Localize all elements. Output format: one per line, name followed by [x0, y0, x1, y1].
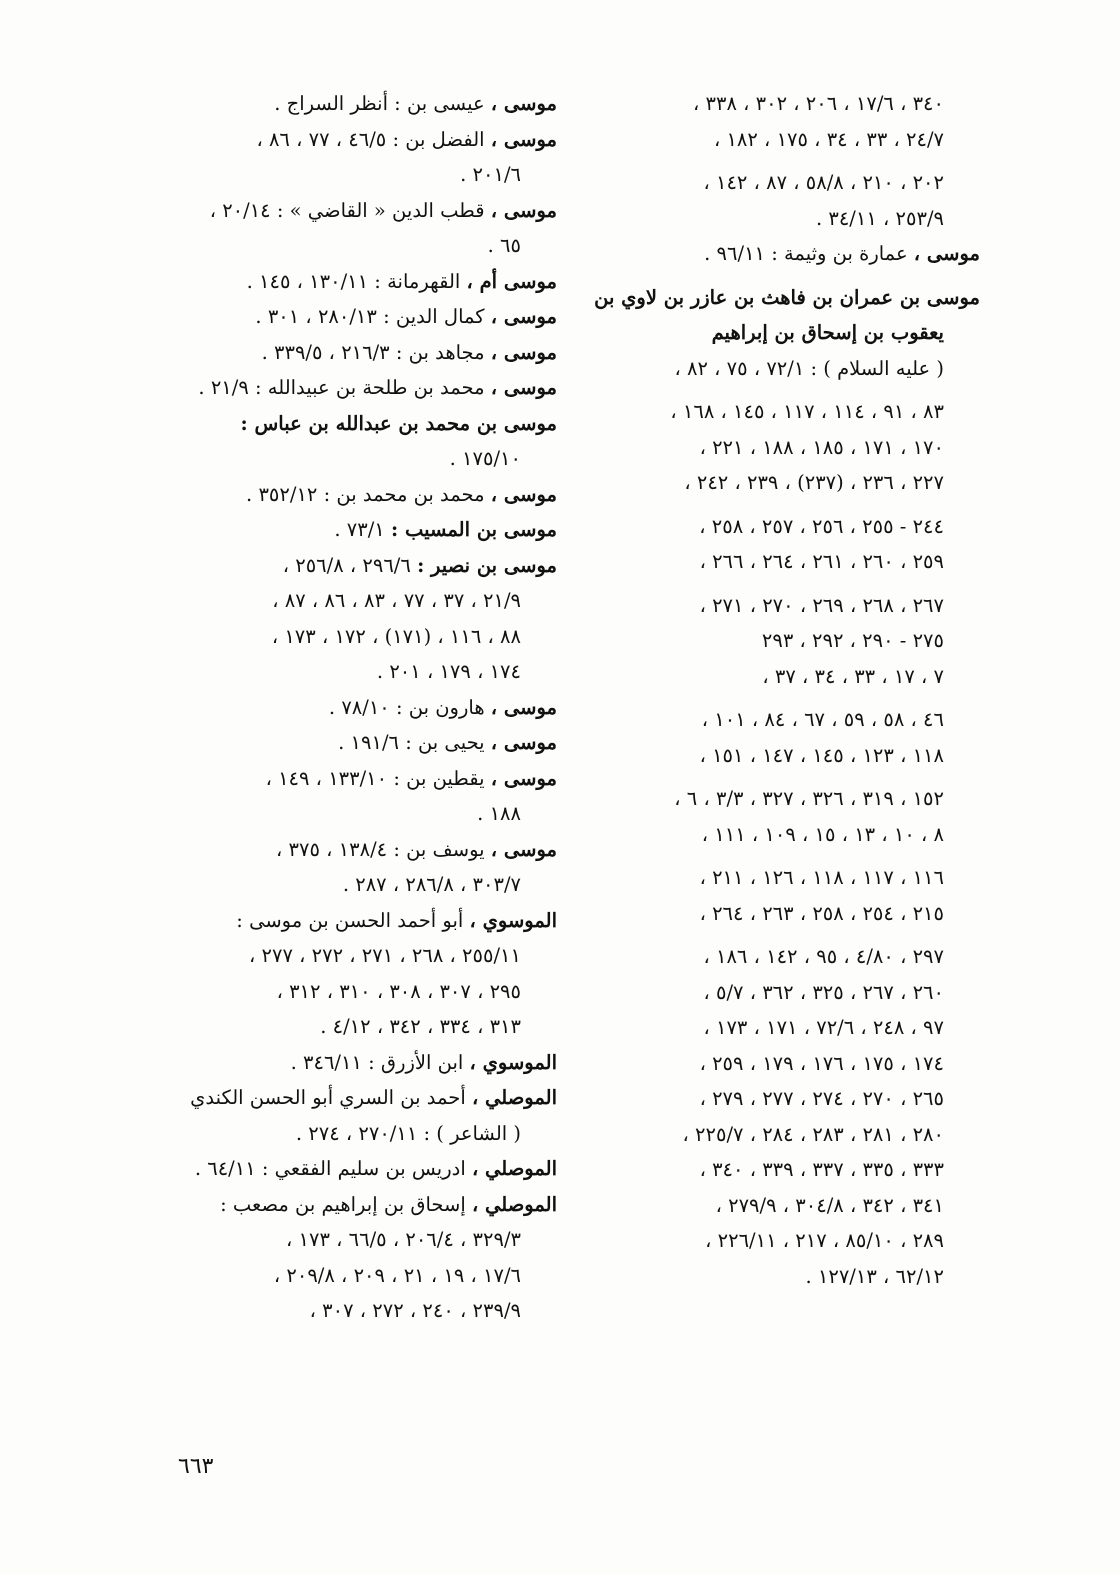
- entry-text: ٢١٥ ، ٢٥٤ ، ٢٥٨ ، ٢٦٣ ، ٢٦٤ ،: [699, 901, 944, 925]
- index-line: [575, 1010, 980, 1046]
- index-line: [152, 441, 557, 477]
- entry-text: ٣٤١ ، ٣٤٢ ، ٣٠٤/٨ ، ٢٧٩/٩ ،: [715, 1193, 944, 1217]
- index-line: [152, 761, 557, 797]
- index-line: [152, 974, 557, 1010]
- index-line: [152, 335, 557, 371]
- entry-text: ١١٨ ، ١٢٣ ، ١٤٥ ، ١٤٧ ، ١٥١ ،: [699, 743, 944, 767]
- index-line: [152, 1045, 557, 1081]
- entry-text: ( عليه السلام ) : ٧٢/١ ، ٧٥ ، ٨٢ ،: [674, 356, 944, 380]
- index-line: [152, 548, 557, 584]
- entry-heading: موسى ،: [490, 695, 557, 719]
- index-line: [575, 351, 980, 387]
- entry-text: ٢٥٥/١١ ، ٢٦٨ ، ٢٧١ ، ٢٧٢ ، ٢٧٧ ،: [249, 944, 521, 967]
- entry-text: ٤٦ ، ٥٨ ، ٥٩ ، ٦٧ ، ٨٤ ، ١٠١ ،: [701, 708, 944, 731]
- entry-text: إسحاق بن إبراهيم بن مصعب :: [220, 1192, 472, 1216]
- entry-heading: موسى ،: [913, 242, 980, 265]
- entry-heading: الموصلي ،: [471, 1157, 557, 1180]
- index-line: [575, 1188, 980, 1224]
- entry-text: ٢٢٧ ، ٢٣٦ ، (٢٣٧) ، ٢٣٩ ، ٢٤٢ ،: [684, 471, 944, 494]
- entry-text: ١٧٠ ، ١٧١ ، ١٨٥ ، ١٨٨ ، ٢٢١ ،: [699, 435, 944, 459]
- index-line: [152, 228, 557, 264]
- entry-heading: موسى ،: [490, 305, 557, 328]
- index-line: [575, 1081, 980, 1117]
- entry-text: أحمد بن السري أبو الحسن الكندي: [190, 1086, 472, 1109]
- index-line: [152, 1080, 557, 1116]
- index-line: [152, 938, 557, 974]
- entry-text: ١٧٤ ، ١٧٩ ، ٢٠١ .: [376, 660, 521, 683]
- index-line: [152, 1222, 557, 1258]
- index-line: [152, 299, 557, 335]
- entry-text: يحيى بن : ١٩١/٦ .: [338, 731, 491, 754]
- index-line: [152, 619, 557, 655]
- index-line: [575, 465, 980, 501]
- entry-text: ١٨٨ .: [477, 802, 521, 825]
- index-line: [575, 896, 980, 932]
- entry-text: ٣٣٣ ، ٣٣٥ ، ٣٣٧ ، ٣٣٩ ، ٣٤٠ ،: [699, 1158, 944, 1181]
- entry-text: ادريس بن سليم الفقعي : ٦٤/١١ .: [194, 1157, 472, 1180]
- index-line: [575, 544, 980, 580]
- index-line: [575, 860, 980, 896]
- index-line: [575, 165, 980, 201]
- index-line: [152, 193, 557, 229]
- index-line: [575, 430, 980, 466]
- entry-text: مجاهد بن : ٢١٦/٣ ، ٣٣٩/٥ .: [261, 340, 491, 364]
- entry-text: ٢٩٦/٦ ، ٢٥٦/٨ ،: [282, 553, 418, 577]
- entry-text: ٢٧٥ - ٢٩٠ ، ٢٩٢ ، ٢٩٣: [761, 629, 944, 652]
- index-line: [152, 157, 557, 193]
- entry-text: محمد بن محمد بن : ٣٥٢/١٢ .: [246, 482, 491, 506]
- index-line: [152, 1151, 557, 1187]
- entry-text: الفضل بن : ٤٦/٥ ، ٧٧ ، ٨٦ ،: [256, 127, 491, 151]
- entry-heading: موسى بن عمران بن فاهث بن عازر بن لاوي بن: [594, 285, 980, 309]
- entry-text: أبو أحمد الحسن بن موسى :: [236, 908, 470, 932]
- entry-text: هارون بن : ٧٨/١٠ .: [328, 695, 491, 719]
- index-line: [575, 817, 980, 853]
- line-gap: [575, 931, 980, 939]
- entry-heading: الموصلي ،: [471, 1192, 557, 1216]
- entry-heading: موسى ،: [490, 127, 557, 151]
- index-line: [575, 315, 980, 351]
- index-line: [575, 86, 980, 122]
- entry-heading: موسى ،: [490, 837, 557, 861]
- entry-heading: الموسوي ،: [469, 1050, 557, 1074]
- entry-text: ٢٩٥ ، ٣٠٧ ، ٣٠٨ ، ٣١٠ ، ٣١٢ ،: [276, 979, 521, 1003]
- index-line: [575, 659, 980, 695]
- entry-text: ١٧/٦ ، ١٩ ، ٢١ ، ٢٠٩ ، ٢٠٩/٨ ،: [273, 1263, 521, 1287]
- entry-text: كمال الدين : ٢٨٠/١٣ ، ٣٠١ .: [255, 305, 491, 328]
- line-gap: [575, 773, 980, 781]
- index-line: [152, 512, 557, 548]
- index-line: [152, 406, 557, 442]
- index-line: [152, 477, 557, 513]
- entry-heading: موسى ،: [490, 731, 557, 754]
- entry-text: ٢٦٠ ، ٢٦٧ ، ٣٢٥ ، ٣٦٢ ، ٥/٧ ،: [703, 980, 944, 1004]
- entry-text: ١١٦ ، ١١٧ ، ١١٨ ، ١٢٦ ، ٢١١ ،: [699, 866, 944, 889]
- index-line: [575, 280, 980, 316]
- index-line: [575, 1259, 980, 1295]
- index-line: [152, 690, 557, 726]
- entry-text: عمارة بن وثيمة : ٩٦/١١ .: [704, 242, 914, 265]
- index-line: [152, 370, 557, 406]
- entry-text: ٢٠٢ ، ٢١٠ ، ٥٨/٨ ، ٨٧ ، ١٤٢ ،: [703, 171, 944, 194]
- entry-text: ٢٥٩ ، ٢٦٠ ، ٢٦١ ، ٢٦٤ ، ٢٦٦ ،: [699, 550, 944, 573]
- index-line: [152, 1293, 557, 1329]
- entry-text: ٢٠١/٦ .: [460, 163, 521, 186]
- entry-text: ٨٣ ، ٩١ ، ١١٤ ، ١١٧ ، ١٤٥ ، ١٦٨ ،: [670, 400, 944, 423]
- index-line: [575, 623, 980, 659]
- index-line: [152, 583, 557, 619]
- entry-text: ٧ ، ١٧ ، ٣٣ ، ٣٤ ، ٣٧ ،: [762, 664, 944, 688]
- entry-text: القهرمانة : ١٣٠/١١ ، ١٤٥ .: [246, 269, 467, 293]
- index-line: [152, 1009, 557, 1045]
- entry-text: ٦٥ .: [487, 234, 521, 257]
- entry-heading: موسى بن محمد بن عبدالله بن عباس :: [240, 411, 557, 435]
- index-line: [575, 975, 980, 1011]
- entry-text: ( الشاعر ) : ٢٧٠/١١ ، ٢٧٤ .: [295, 1121, 521, 1145]
- entry-heading: موسى ،: [490, 482, 557, 506]
- entry-text: محمد بن طلحة بن عبيدالله : ٢١/٩ .: [198, 376, 491, 399]
- index-line: [152, 86, 557, 122]
- entry-text: ٣٢٩/٣ ، ٢٠٦/٤ ، ٦٦/٥ ، ١٧٣ ،: [286, 1228, 521, 1251]
- index-line: [575, 236, 980, 272]
- index-line: [152, 1116, 557, 1152]
- index-line: [575, 201, 980, 237]
- entry-text: ١٥٢ ، ٣١٩ ، ٣٢٦ ، ٣٢٧ ، ٣/٣ ، ٦ ،: [674, 787, 944, 810]
- index-line: [575, 588, 980, 624]
- page-number: ٦٦٣: [178, 1454, 214, 1479]
- entry-text: ٣١٣ ، ٣٣٤ ، ٣٤٢ ، ٤/١٢ .: [320, 1015, 521, 1038]
- entry-text: ٢١/٩ ، ٣٧ ، ٧٧ ، ٨٣ ، ٨٦ ، ٨٧ ،: [272, 589, 521, 612]
- line-gap: [575, 386, 980, 394]
- entry-text: ٢٤٤ - ٢٥٥ ، ٢٥٦ ، ٢٥٧ ، ٢٥٨ ،: [699, 514, 944, 538]
- index-line: [152, 796, 557, 832]
- index-line: [152, 1187, 557, 1223]
- index-line: [575, 394, 980, 430]
- entry-text: ٢٩٧ ، ٤/٨٠ ، ٩٥ ، ١٤٢ ، ١٨٦ ،: [703, 945, 944, 968]
- entry-text: ٢٥٣/٩ ، ٣٤/١١ .: [815, 206, 944, 230]
- entry-text: ٢٣٩/٩ ، ٢٤٠ ، ٢٧٢ ، ٣٠٧ ،: [309, 1299, 521, 1322]
- index-line: [152, 654, 557, 690]
- entry-heading: موسى بن نصير :: [417, 553, 557, 577]
- entry-text: عيسى بن : أنظر السراج .: [274, 92, 491, 115]
- entry-text: ١٧٤ ، ١٧٥ ، ١٧٦ ، ١٧٩ ، ٢٥٩ ،: [699, 1051, 944, 1075]
- entry-text: يقطين بن : ١٣٣/١٠ ، ١٤٩ ،: [265, 766, 491, 790]
- entry-text: ٣٠٣/٧ ، ٢٨٦/٨ ، ٢٨٧ .: [342, 873, 521, 896]
- entry-text: ٢٨٠ ، ٢٨١ ، ٢٨٣ ، ٢٨٤ ، ٢٢٥/٧ ،: [682, 1122, 944, 1146]
- entry-heading: موسى ،: [490, 92, 557, 115]
- entry-text: ٨ ، ١٠ ، ١٣ ، ١٥ ، ١٠٩ ، ١١١ ،: [701, 822, 944, 846]
- line-gap: [575, 501, 980, 509]
- entry-text: ١٧٥/١٠ .: [449, 447, 521, 470]
- entry-text: ٢٤/٧ ، ٣٣ ، ٣٤ ، ١٧٥ ، ١٨٢ ،: [713, 127, 944, 151]
- index-line: [575, 1152, 980, 1188]
- entry-heading: موسى ،: [490, 198, 557, 222]
- entry-text: يوسف بن : ١٣٨/٤ ، ٣٧٥ ،: [276, 837, 491, 861]
- entry-heading: موسى أم ،: [466, 269, 557, 293]
- index-line: [575, 1046, 980, 1082]
- entry-heading: موسى ،: [490, 340, 557, 364]
- index-line: [575, 702, 980, 738]
- entry-text: ٦٢/١٢ ، ١٢٧/١٣ .: [805, 1264, 944, 1288]
- entry-text: ٩٧ ، ٢٤٨ ، ٧٢/٦ ، ١٧١ ، ١٧٣ ،: [703, 1016, 944, 1039]
- entry-text: ٢٨٩ ، ٨٥/١٠ ، ٢١٧ ، ٢٢٦/١١ ،: [705, 1229, 944, 1252]
- index-line: [152, 1258, 557, 1294]
- index-line: [152, 122, 557, 158]
- right-column: [575, 86, 980, 1294]
- line-gap: [575, 580, 980, 588]
- entry-text: قطب الدين « القاضي » : ٢٠/١٤ ،: [209, 198, 491, 222]
- left-column: [152, 86, 557, 1329]
- index-line: [575, 738, 980, 774]
- index-line: [575, 781, 980, 817]
- line-gap: [575, 694, 980, 702]
- entry-heading: يعقوب بن إسحاق بن إبراهيم: [711, 321, 944, 344]
- index-line: [152, 867, 557, 903]
- line-gap: [575, 852, 980, 860]
- entry-heading: موسى بن المسيب :: [390, 518, 557, 541]
- entry-heading: الموسوي ،: [469, 908, 557, 932]
- index-line: [575, 939, 980, 975]
- index-line: [575, 1223, 980, 1259]
- entry-text: ٢٦٧ ، ٢٦٨ ، ٢٦٩ ، ٢٧٠ ، ٢٧١ ،: [699, 593, 944, 617]
- line-gap: [575, 272, 980, 280]
- entry-text: ٨٨ ، ١١٦ ، (١٧١) ، ١٧٢ ، ١٧٣ ،: [271, 624, 521, 648]
- index-line: [575, 1117, 980, 1153]
- entry-text: ٢٦٥ ، ٢٧٠ ، ٢٧٤ ، ٢٧٧ ، ٢٧٩ ،: [699, 1087, 944, 1110]
- index-line: [152, 832, 557, 868]
- entry-heading: موسى ،: [490, 766, 557, 790]
- index-line: [575, 509, 980, 545]
- entry-heading: الموصلي ،: [471, 1086, 557, 1109]
- index-line: [575, 122, 980, 158]
- entry-text: ٧٣/١ .: [334, 518, 391, 541]
- index-line: [152, 903, 557, 939]
- entry-text: ابن الأزرق : ٣٤٦/١١ .: [290, 1050, 470, 1074]
- index-line: [152, 264, 557, 300]
- index-line: [152, 725, 557, 761]
- entry-heading: موسى ،: [490, 376, 557, 399]
- line-gap: [575, 157, 980, 165]
- entry-text: ٣٤٠ ، ١٧/٦ ، ٢٠٦ ، ٣٠٢ ، ٣٣٨ ،: [693, 92, 944, 115]
